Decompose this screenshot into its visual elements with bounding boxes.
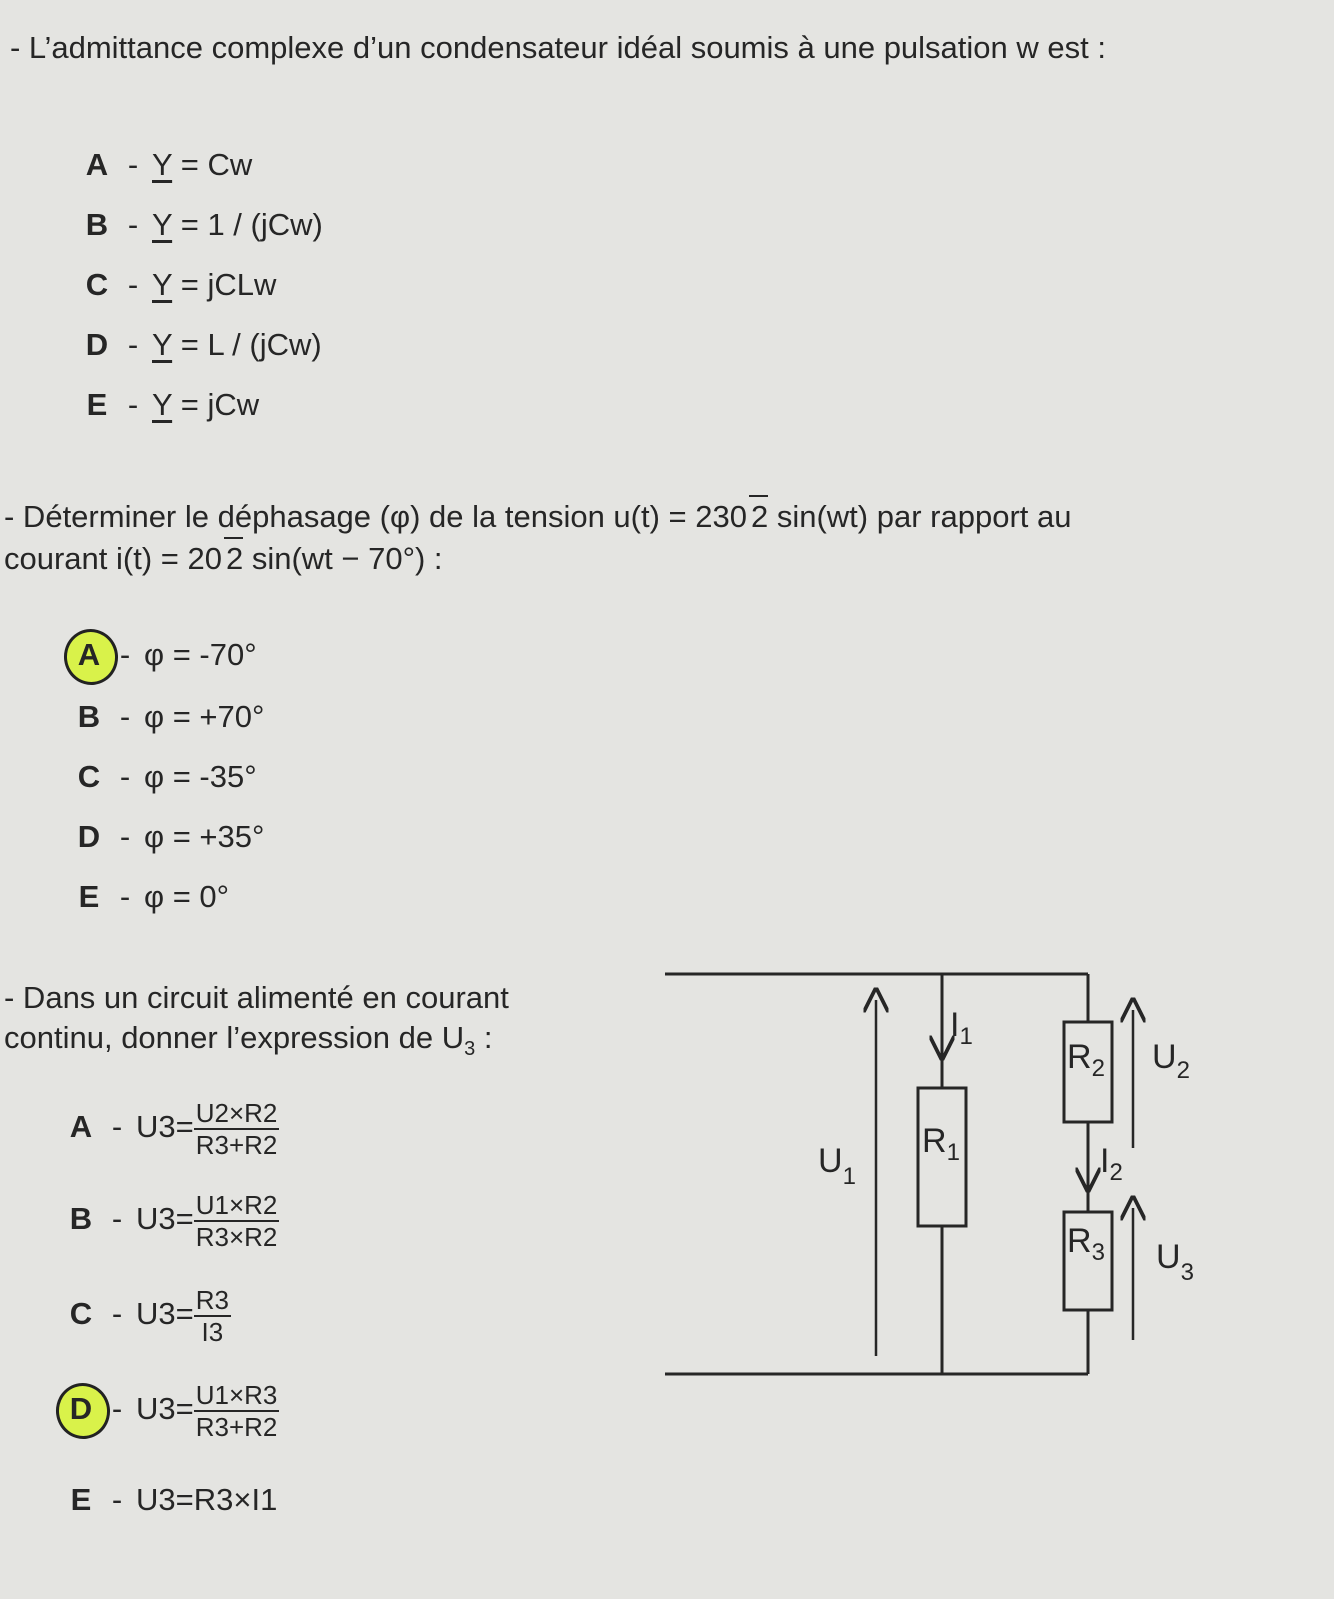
fraction xyxy=(194,1190,280,1252)
label-r3: $R_3$ xyxy=(1067,1222,1105,1266)
sqrt-radicand: 2 xyxy=(750,499,769,534)
question-3-intro xyxy=(4,978,604,1069)
fraction xyxy=(194,1285,231,1347)
option-dash: - xyxy=(119,759,131,794)
option-dash: - xyxy=(111,1201,123,1237)
option-text: φ = 0° xyxy=(144,879,230,914)
admittance-symbol: Y xyxy=(152,327,173,362)
label-r1: $R_1$ xyxy=(922,1122,960,1166)
option-letter: B xyxy=(69,1201,93,1237)
option-letter: A xyxy=(85,147,109,182)
option-dash: - xyxy=(111,1391,123,1427)
sqrt-symbol xyxy=(224,537,243,579)
option-text: φ = +70° xyxy=(144,699,265,734)
fraction-numerator: R3 xyxy=(195,1285,229,1315)
option-letter: D xyxy=(85,327,109,362)
option-letter: C xyxy=(69,1296,93,1332)
q3-intro-subscript: 3 xyxy=(464,1038,476,1061)
q2-option-a[interactable] xyxy=(72,635,257,675)
fraction xyxy=(194,1380,280,1442)
formula-lhs: U3= xyxy=(136,1391,194,1427)
q3-option-d[interactable] xyxy=(64,1380,279,1442)
option-letter-circled: A xyxy=(72,635,106,675)
q2-intro-text: sin(wt − 70°) : xyxy=(243,541,443,576)
option-text: = L / (jCw) xyxy=(172,327,322,362)
q2-option-d[interactable] xyxy=(72,817,264,857)
q3-option-a[interactable] xyxy=(64,1098,279,1160)
q3-option-c[interactable] xyxy=(64,1285,231,1347)
option-letter: B xyxy=(77,699,101,734)
q2-option-b[interactable] xyxy=(72,697,264,737)
option-text: = jCLw xyxy=(172,267,277,302)
q2-intro-text: sin(wt) par rapport au xyxy=(768,499,1072,534)
q2-intro-text: courant i(t) = 20 xyxy=(4,541,222,576)
option-letter: C xyxy=(77,759,101,794)
option-letter: A xyxy=(69,1109,93,1145)
option-letter: C xyxy=(85,267,109,302)
label-u2: $U_2$ xyxy=(1152,1038,1190,1084)
label-i2: $I_2$ xyxy=(1100,1142,1123,1186)
fraction-numerator: U1×R2 xyxy=(195,1190,278,1220)
formula-lhs: U3= xyxy=(136,1296,194,1332)
option-dash: - xyxy=(127,327,139,362)
option-text: = 1 / (jCw) xyxy=(172,207,323,242)
q3-intro-text: continu, donner l’expression de U xyxy=(4,1020,465,1055)
label-i1: $I_1$ xyxy=(950,1006,973,1050)
option-dash: - xyxy=(119,819,131,854)
q2-intro-text: - Déterminer le déphasage (φ) de la tension u(t) = 230 xyxy=(4,499,747,534)
sqrt-symbol xyxy=(749,495,768,537)
fraction xyxy=(194,1098,280,1160)
option-text: = jCw xyxy=(172,387,260,422)
q3-option-e[interactable] xyxy=(64,1480,277,1520)
option-dash: - xyxy=(127,147,139,182)
q3-option-b[interactable] xyxy=(64,1190,279,1252)
option-dash: - xyxy=(111,1109,123,1145)
q3-intro-text: : xyxy=(475,1020,493,1055)
option-dash: - xyxy=(127,267,139,302)
admittance-symbol: Y xyxy=(152,267,173,302)
option-dash: - xyxy=(119,637,131,672)
q1-option-e[interactable] xyxy=(80,385,259,425)
admittance-symbol: Y xyxy=(152,147,173,182)
q3-intro-text: - Dans un circuit alimenté en courant xyxy=(4,980,509,1015)
fraction-numerator: U1×R3 xyxy=(195,1380,278,1410)
fraction-numerator: U2×R2 xyxy=(195,1098,278,1128)
option-dash: - xyxy=(111,1296,123,1332)
option-dash: - xyxy=(127,387,139,422)
option-letter: D xyxy=(77,819,101,854)
option-dash: - xyxy=(119,699,131,734)
admittance-symbol: Y xyxy=(152,387,173,422)
label-u1: $U_1$ xyxy=(818,1142,856,1190)
q2-option-c[interactable] xyxy=(72,757,257,797)
fraction-denominator: I3 xyxy=(201,1317,224,1347)
option-dash: - xyxy=(111,1482,123,1517)
label-u3: $U_3$ xyxy=(1156,1238,1194,1286)
formula-lhs: U3= xyxy=(136,1201,194,1237)
option-letter: E xyxy=(70,1482,92,1517)
formula-text: U3=R3×I1 xyxy=(136,1482,278,1517)
option-letter: E xyxy=(78,879,100,914)
question-1-intro: - L’admittance complexe d’un condensateur idéal soumis à une pulsation w est : xyxy=(10,30,1106,65)
label-r2: $R_2$ xyxy=(1067,1038,1105,1082)
formula-lhs: U3= xyxy=(136,1109,194,1145)
q1-option-c[interactable] xyxy=(80,265,276,305)
q1-option-b[interactable] xyxy=(80,205,323,245)
q1-option-a[interactable] xyxy=(80,145,252,185)
option-text: φ = -35° xyxy=(144,759,257,794)
fraction-denominator: R3+R2 xyxy=(195,1412,278,1442)
fraction-denominator: R3+R2 xyxy=(195,1130,278,1160)
option-text: = Cw xyxy=(172,147,253,182)
question-2-intro xyxy=(4,495,1294,579)
sqrt-radicand: 2 xyxy=(225,541,244,576)
option-text: φ = -70° xyxy=(144,637,257,672)
option-letter: B xyxy=(85,207,109,242)
option-letter: E xyxy=(86,387,108,422)
option-dash: - xyxy=(127,207,139,242)
option-text: φ = +35° xyxy=(144,819,265,854)
admittance-symbol: Y xyxy=(152,207,173,242)
q2-option-e[interactable] xyxy=(72,877,229,917)
q1-option-d[interactable] xyxy=(80,325,322,365)
option-letter-circled: D xyxy=(64,1389,98,1429)
circuit-diagram xyxy=(600,940,1240,1420)
fraction-denominator: R3×R2 xyxy=(195,1222,278,1252)
option-dash: - xyxy=(119,879,131,914)
